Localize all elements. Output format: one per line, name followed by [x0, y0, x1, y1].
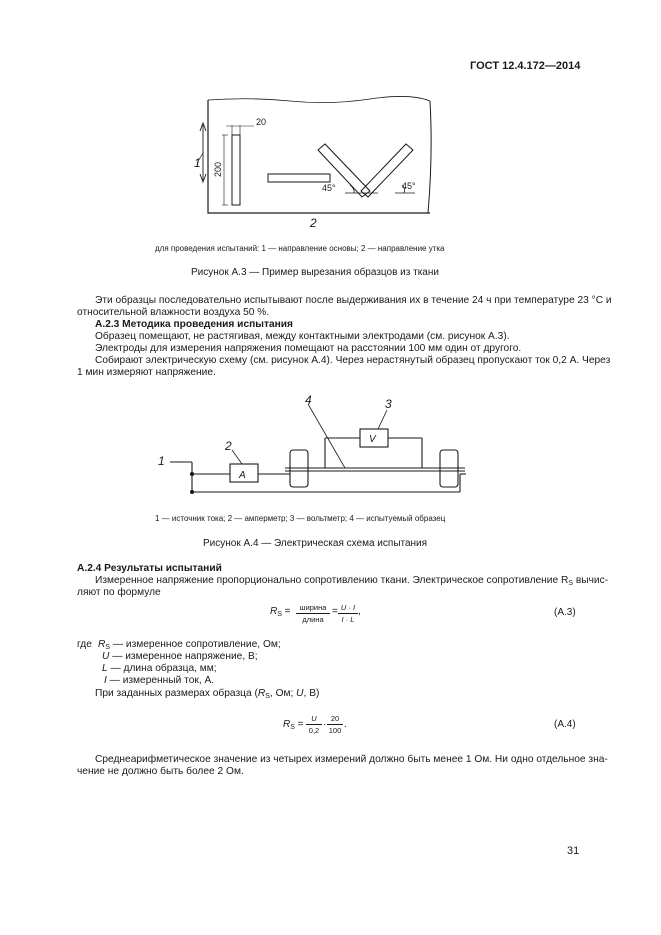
- formula-a4-frac-1: U 0,2: [306, 714, 322, 735]
- paragraph-line: Образец помещают, не растягивая, между контактными электродами (см. рисунок А.3).: [95, 331, 510, 342]
- angle-label-1: 45°: [322, 183, 336, 193]
- figure-a4-caption: Рисунок А.4 — Электрическая схема испытания: [203, 538, 428, 549]
- dim-width: 20: [256, 117, 267, 127]
- paragraph-line: чение не должно быть более 2 Ом.: [77, 766, 244, 777]
- specimen-horizontal: [268, 174, 330, 182]
- formula-a3-frac-2: U · I I · L: [338, 603, 358, 624]
- where-prefix: где: [77, 639, 92, 650]
- formula-terminator: .: [344, 719, 347, 730]
- figure-a3-diagram: [190, 95, 450, 235]
- paragraph-line: относительной влажности воздуха 50 %.: [77, 307, 270, 318]
- label-sample: 4: [305, 393, 312, 407]
- label-source: 1: [158, 454, 165, 468]
- document-id: ГОСТ 12.4.172—2014: [470, 60, 581, 72]
- figure-a4-diagram: [150, 392, 490, 507]
- where-item: I — измеренный ток, А.: [104, 675, 215, 686]
- paragraph-line: При заданных размерах образца (RS, Ом; U, В): [95, 688, 320, 700]
- paragraph-line: ляют по формуле: [77, 587, 161, 598]
- where-item: L — длина образца, мм;: [102, 663, 217, 674]
- label-weft-direction: 2: [310, 216, 317, 230]
- where-item: U — измеренное напряжение, В;: [102, 651, 258, 662]
- formula-a4-tag: (А.4): [554, 719, 576, 730]
- figure-a4-legend: 1 — источник тока; 2 — амперметр; 3 — вольтметр; 4 — испытуемый образец: [155, 514, 446, 523]
- equals-sign: =: [332, 606, 338, 617]
- figure-a3-legend: для проведения испытаний: 1 — направление основы; 2 — направление утка: [155, 244, 445, 253]
- formula-a3-tag: (А.3): [554, 607, 576, 618]
- formula-a3-lhs: $R_S$ =: [270, 606, 291, 618]
- specimen-vertical: [232, 135, 240, 205]
- formula-a4-lhs: $R_S$ =: [283, 719, 304, 731]
- ammeter-symbol: A: [239, 470, 246, 481]
- label-warp-direction: 1: [194, 156, 201, 170]
- label-ammeter: 2: [225, 439, 232, 453]
- section-heading-a24: А.2.4 Результаты испытаний: [77, 563, 222, 574]
- voltmeter-symbol: V: [369, 434, 376, 445]
- section-heading-a23: А.2.3 Методика проведения испытания: [95, 319, 293, 330]
- paragraph-line: Среднеарифметическое значение из четырех измерений должно быть менее 1 Ом. Ни одно отдельное зна-: [95, 754, 608, 765]
- where-item: RS — измеренное сопротивление, Ом;: [98, 639, 281, 651]
- multiply-dot: ·: [323, 719, 327, 730]
- paragraph-line: Эти образцы последовательно испытывают после выдерживания их в течение 24 ч при температуре 23 °С и: [95, 295, 612, 306]
- paragraph-line: 1 мин измеряют напряжение.: [77, 367, 216, 378]
- paragraph-line: Собирают электрическую схему (см. рисунок А.4). Через нерастянутый образец пропускают ток 0,2 А. Через: [95, 355, 611, 366]
- dim-length: 200: [213, 161, 223, 177]
- paragraph-line: Измеренное напряжение пропорционально сопротивлению ткани. Электрическое сопротивление RS вычис-: [95, 575, 609, 587]
- formula-terminator: ,: [358, 606, 361, 617]
- label-voltmeter: 3: [385, 397, 392, 411]
- page-number: 31: [567, 845, 580, 857]
- formula-a4-frac-2: 20 100: [328, 714, 342, 735]
- paragraph-line: Электроды для измерения напряжения помещают на расстоянии 100 мм один от другого.: [95, 343, 522, 354]
- figure-a3-caption: Рисунок А.3 — Пример вырезания образцов из ткани: [191, 267, 439, 278]
- formula-a3-frac-1: ширина длина: [296, 603, 330, 624]
- angle-label-2: 45°: [402, 181, 416, 191]
